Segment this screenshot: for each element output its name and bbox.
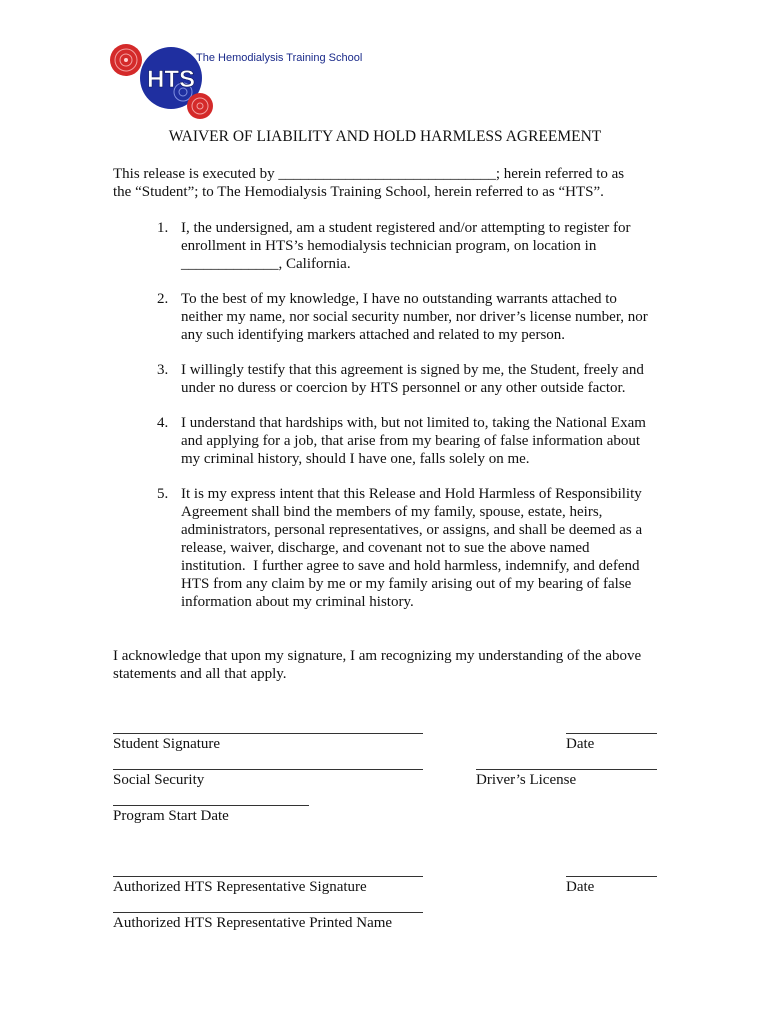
intro-paragraph [113,165,624,201]
rep-signature-line[interactable] [113,876,423,877]
ack-line: I acknowledge that upon my signature, I am recognizing my understanding of the above [113,648,642,664]
item-line: To the best of my knowledge, I have no outstanding warrants attached to [181,291,617,307]
drivers-license-label: Driver’s License [476,772,577,788]
rep-printed-name-line[interactable] [113,912,423,913]
intro-line: This release is executed by _____________________________; herein referred to as [113,166,625,182]
date-label: Date [566,736,595,752]
date-line[interactable] [566,733,657,734]
item-line: neither my name, nor social security number, nor driver’s license number, nor [181,309,648,325]
student-signature-line[interactable] [113,733,423,734]
item-line: any such identifying markers attached and related to my person. [181,327,566,343]
item-number: 3. [157,362,169,378]
item-line: It is my express intent that this Release and Hold Harmless of Responsibility [181,486,642,502]
social-security-label: Social Security [113,772,205,788]
item-line: Agreement shall bind the members of my family, spouse, estate, heirs, [181,504,603,520]
item-line: _____________, California. [181,256,351,272]
item-line: I willingly testify that this agreement is signed by me, the Student, freely and [181,362,644,378]
agreement-item [148,485,648,611]
red-circle-icon [110,44,142,76]
program-start-date-line[interactable] [113,805,309,806]
acknowledgment-paragraph [113,647,641,683]
agreement-items [148,219,648,611]
item-line: institution. I further agree to save and hold harmless, indemnify, and defend [181,558,640,574]
red-circle-icon [187,93,213,119]
item-number: 1. [157,220,169,236]
agreement-item [148,290,648,344]
intro-line: the “Student”; to The Hemodialysis Training School, herein referred to as “HTS”. [113,184,604,200]
item-line: my criminal history, should I have one, falls solely on me. [181,451,530,467]
item-line: I, the undersigned, am a student registered and/or attempting to register for [181,220,631,236]
student-signature-label: Student Signature [113,736,221,752]
rep-date-line[interactable] [566,876,657,877]
rep-printed-name-label: Authorized HTS Representative Printed Name [113,915,393,931]
item-number: 5. [157,486,169,502]
document-title: WAIVER OF LIABILITY AND HOLD HARMLESS AGREEMENT [168,128,602,145]
rep-signature-label: Authorized HTS Representative Signature [113,879,367,895]
item-line: administrators, personal representatives, or assigns, and shall be deemed as a [181,522,643,538]
program-start-date-label: Program Start Date [113,808,229,824]
item-line: information about my criminal history. [181,594,414,610]
item-line: enrollment in HTS’s hemodialysis technician program, on location in [181,238,597,254]
agreement-item [148,361,648,397]
drivers-license-line[interactable] [476,769,657,770]
item-number: 2. [157,291,169,307]
item-line: release, waiver, discharge, and covenant not to sue the above named [181,540,590,556]
agreement-item [148,219,648,273]
item-line: and applying for a job, that arise from my bearing of false information about [181,433,641,449]
agreement-item [148,414,648,468]
item-line: under no duress or coercion by HTS personnel or any other outside factor. [181,380,626,396]
item-line: I understand that hardships with, but not limited to, taking the National Exam [181,415,646,431]
item-line: HTS from any claim by me or my family arising out of my bearing of false [181,576,632,592]
school-name: The Hemodialysis Training School [196,52,363,64]
logo-initials: HTS [147,66,195,93]
ack-line: statements and all that apply. [113,666,287,682]
rep-date-label: Date [566,879,595,895]
social-security-line[interactable] [113,769,423,770]
item-number: 4. [157,415,169,431]
